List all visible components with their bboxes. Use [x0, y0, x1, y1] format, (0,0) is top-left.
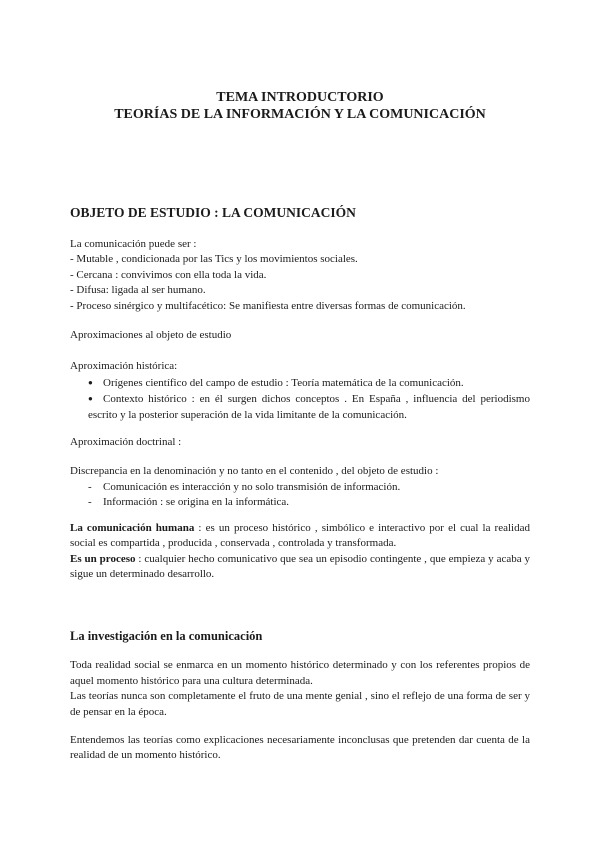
discrepancia-dash-list: [70, 480, 530, 511]
dash-list-item: [88, 480, 530, 495]
definicion-rest: : es un proceso histórico , simbólico e interactivo por el cual la realidad social es compartida , producida , conservada , controlada y transformada.: [70, 521, 530, 550]
intro-list-item: - Proceso sinérgico y multifacético: Se manifiesta entre diversas formas de comunicación.: [70, 299, 466, 312]
paragraph-las-teorias-text: Las teorías nunca son completamente el fruto de una mente genial , sino el reflejo de una forma de ser y de pensar en la época.: [70, 690, 530, 718]
bullet-list-item-text: Contexto histórico : en él surgen dichos conceptos . En España , influencia del periodismo escrito y la posterior superación de la vida limitante de la comunicación.: [88, 393, 530, 421]
bullet-list-item-text: Orígenes científico del campo de estudio : Teoría matemática de la comunicación.: [103, 376, 464, 389]
intro-list-item: - Cercana : convivimos con ella toda la vida.: [70, 268, 267, 281]
dash-list-item-text: Comunicación es interacción y no solo transmisión de información.: [103, 480, 401, 493]
heading-la-investigacion: La investigación en la comunicación: [70, 629, 263, 644]
intro-lead-line: La comunicación puede ser :: [70, 238, 197, 250]
dash-list-item: [88, 495, 530, 510]
bullet-list-item: [88, 375, 530, 391]
document-title: [70, 89, 530, 123]
paragraph-aproximacion-doctrinal: Aproximación doctrinal :: [70, 436, 182, 449]
definicion-rest: : cualquier hecho comunicativo que sea un episodio contingente , que empieza y acaba y sigue un determinado desarrollo.: [70, 552, 531, 580]
dash-list-item-text: Información : se origina en la informática.: [103, 496, 290, 509]
paragraph-toda-realidad-text: Toda realidad social se enmarca en un momento histórico determinado y con los referentes propios de aquel momento histórico para una cultura determinada.: [70, 659, 530, 687]
dash-icon: -: [88, 480, 92, 493]
intro-list-item: - Mutable , condicionada por las Tics y los movimientos sociales.: [70, 253, 358, 266]
paragraph-aproximaciones-lead: Aproximaciones al objeto de estudio: [70, 329, 232, 342]
paragraph-discrepancia: Discrepancia en la denominación y no tanto en el contenido , del objeto de estudio :: [70, 465, 439, 478]
bullet-list-item: [88, 391, 530, 423]
paragraph-comunicacion-puede-ser: [70, 237, 530, 314]
definicion-term: Es un proceso: [70, 552, 136, 565]
definicion-term: La comunicación humana: [70, 521, 195, 534]
paragraph-toda-realidad: [70, 658, 530, 720]
paragraph-definiciones: [70, 521, 530, 583]
bullet-icon: ●: [88, 377, 93, 387]
document-title-line-2: TEORÍAS DE LA INFORMACIÓN Y LA COMUNICACIÓN: [114, 107, 486, 122]
intro-list-item: - Difusa: ligada al ser humano.: [70, 284, 206, 297]
paragraph-entendemos: Entendemos las teorías como explicaciones necesariamente inconclusas que pretenden dar cuenta de la realidad de un momento histórico.: [70, 733, 530, 762]
document-title-line-1: TEMA INTRODUCTORIO: [216, 90, 384, 105]
bullet-icon: ●: [88, 394, 93, 404]
dash-icon: -: [88, 496, 92, 509]
heading-objeto-de-estudio: OBJETO DE ESTUDIO : LA COMUNICACIÓN: [70, 205, 356, 220]
paragraph-aproximacion-historica: Aproximación histórica:: [70, 360, 178, 373]
historica-bullet-list: [70, 375, 530, 423]
definicion-comunicacion-humana: [70, 521, 530, 552]
definicion-es-un-proceso: [70, 552, 530, 583]
